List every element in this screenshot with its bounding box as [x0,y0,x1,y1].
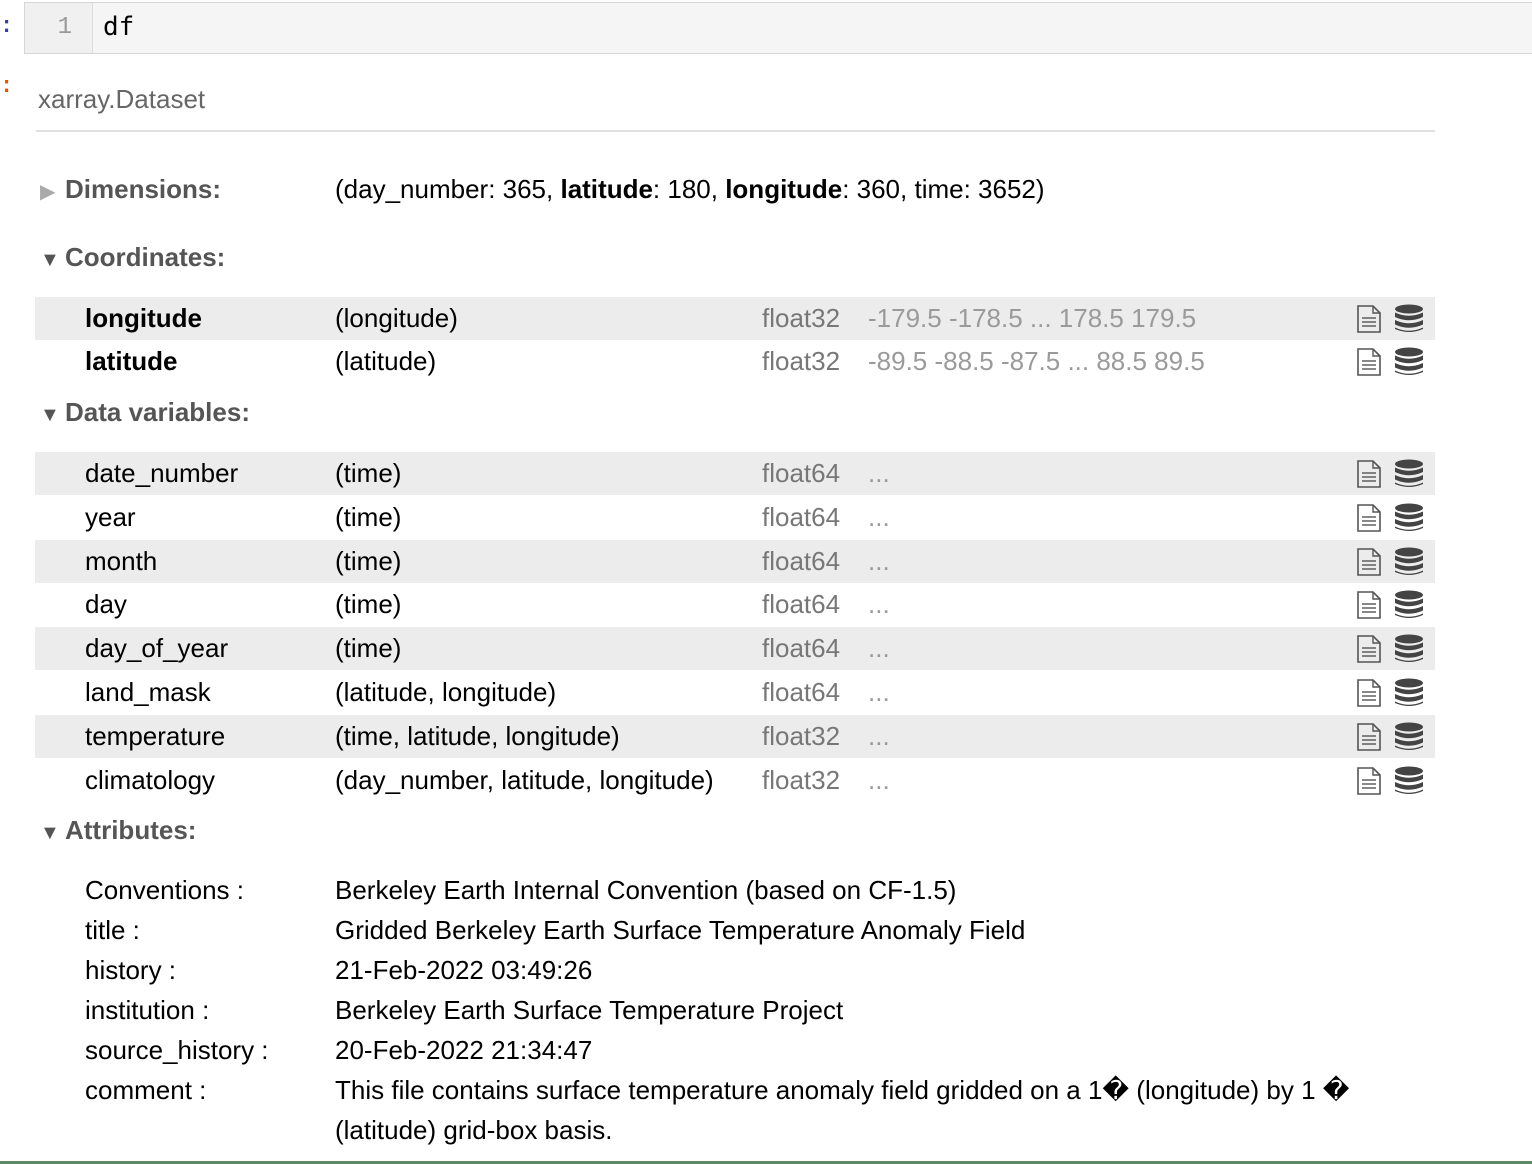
expanded-arrow-icon: ▼ [40,822,60,844]
dimensions-section-label: Dimensions: [65,174,222,204]
variable-name: year [85,501,136,532]
attribute-key: title : [85,915,140,945]
database-icon[interactable] [1393,590,1425,620]
dimensions-section-toggle[interactable] [40,174,221,205]
variable-dims: (time) [335,589,402,620]
coordinate-name: latitude [85,346,178,376]
variable-dtype: float32 [762,764,841,795]
coordinate-dtype: float32 [762,346,841,376]
input-prompt-marker: : [0,14,14,39]
variable-dims: (time) [335,458,402,488]
data-variable-row [35,715,1435,758]
dim-name-latitude: latitude [560,174,653,204]
file-text-icon[interactable] [1356,591,1382,619]
output-prompt-marker: : [0,74,14,99]
attribute-value: Berkeley Earth Internal Convention (based on CF-1.5) [335,875,957,905]
variable-dtype: float64 [762,501,841,532]
line-number: 1 [57,14,72,41]
coordinate-row [35,297,1435,340]
file-text-icon[interactable] [1356,679,1382,707]
attribute-value: This file contains surface temperature anomaly field gridded on a 1� (longitude) by 1 � (latitude) grid-box basis. [335,1075,1350,1145]
data-variable-row [35,759,1435,802]
code-text[interactable]: df [103,12,135,42]
database-icon[interactable] [1393,766,1425,796]
variable-preview[interactable]: ... [868,764,890,795]
line-number-gutter [25,3,93,53]
coordinate-preview[interactable]: -179.5 -178.5 ... 178.5 179.5 [868,303,1197,333]
coordinates-section-toggle[interactable] [40,242,225,273]
coordinates-section-label: Coordinates: [65,242,226,272]
variable-dtype: float64 [762,633,841,664]
database-icon[interactable] [1393,503,1425,533]
variable-preview[interactable]: ... [868,677,890,707]
data-variable-row [35,627,1435,670]
variable-dims: (time) [335,633,402,664]
dims-text-part: : 180, [652,174,726,204]
data-variable-row [35,671,1435,714]
data-variable-row [35,540,1435,583]
variable-dtype: float64 [762,677,841,707]
dims-text-part: time: 3652) [914,174,1045,204]
variable-dims: (latitude, longitude) [335,677,557,707]
file-text-icon[interactable] [1356,460,1382,488]
variable-dtype: float32 [762,720,841,751]
coordinate-dtype: float32 [762,303,841,333]
database-icon[interactable] [1393,722,1425,752]
dims-text-part: : 360, [842,174,915,204]
dim-name-longitude: longitude [725,174,843,204]
variable-dims: (time) [335,501,402,532]
attribute-value: Gridded Berkeley Earth Surface Temperature Anomaly Field [335,915,1026,945]
database-icon[interactable] [1393,678,1425,708]
database-icon[interactable] [1393,304,1425,334]
variable-dims: (time, latitude, longitude) [335,720,620,751]
variable-preview[interactable]: ... [868,458,890,488]
collapsed-arrow-icon: ▶ [40,181,56,203]
variable-preview[interactable]: ... [868,720,890,751]
expanded-arrow-icon: ▼ [40,249,60,271]
database-icon[interactable] [1393,459,1425,489]
file-text-icon[interactable] [1356,348,1382,376]
dataset-type-name: xarray.Dataset [38,84,206,114]
coordinate-row [35,340,1435,383]
variable-name: month [85,545,158,576]
variable-preview[interactable]: ... [868,633,890,664]
variable-preview[interactable]: ... [868,589,890,620]
variable-dtype: float64 [762,458,841,488]
data-variables-section-toggle[interactable] [40,397,250,428]
attribute-key: comment : [85,1075,207,1105]
variable-name: land_mask [85,677,211,707]
variable-preview[interactable]: ... [868,501,890,532]
expanded-arrow-icon: ▼ [40,404,60,426]
variable-name: date_number [85,458,239,488]
coordinate-preview[interactable]: -89.5 -88.5 -87.5 ... 88.5 89.5 [868,346,1205,376]
variable-name: day [85,589,127,620]
dimensions-summary [335,174,1045,205]
variable-name: day_of_year [85,633,229,664]
file-text-icon[interactable] [1356,305,1382,333]
coordinate-dims: (latitude) [335,346,437,376]
dims-text-part: (day_number: 365, [335,174,561,204]
variable-dtype: float64 [762,545,841,576]
database-icon[interactable] [1393,634,1425,664]
attribute-value: 21-Feb-2022 03:49:26 [335,955,593,985]
variable-dims: (time) [335,545,402,576]
variable-preview[interactable]: ... [868,545,890,576]
data-variables-section-label: Data variables: [65,397,250,427]
attribute-key: source_history : [85,1035,269,1065]
variable-name: climatology [85,764,216,795]
attributes-section-toggle[interactable] [40,815,196,846]
attribute-key: history : [85,955,177,985]
header-divider [36,130,1435,132]
variable-dtype: float64 [762,589,841,620]
file-text-icon[interactable] [1356,635,1382,663]
attribute-value: 20-Feb-2022 21:34:47 [335,1035,593,1065]
file-text-icon[interactable] [1356,767,1382,795]
attribute-value: Berkeley Earth Surface Temperature Project [335,995,844,1025]
attribute-key: Conventions : [85,875,244,905]
file-text-icon[interactable] [1356,548,1382,576]
data-variable-row [35,496,1435,539]
code-input-area[interactable] [24,2,1532,54]
database-icon[interactable] [1393,547,1425,577]
database-icon[interactable] [1393,347,1425,377]
variable-dims: (day_number, latitude, longitude) [335,764,714,795]
variable-name: temperature [85,720,226,751]
file-text-icon[interactable] [1356,723,1382,751]
attributes-section-label: Attributes: [65,815,197,845]
data-variable-row [35,452,1435,495]
file-text-icon[interactable] [1356,504,1382,532]
coordinate-name: longitude [85,303,202,333]
attribute-key: institution : [85,995,210,1025]
data-variable-row [35,583,1435,626]
coordinate-dims: (longitude) [335,303,458,333]
